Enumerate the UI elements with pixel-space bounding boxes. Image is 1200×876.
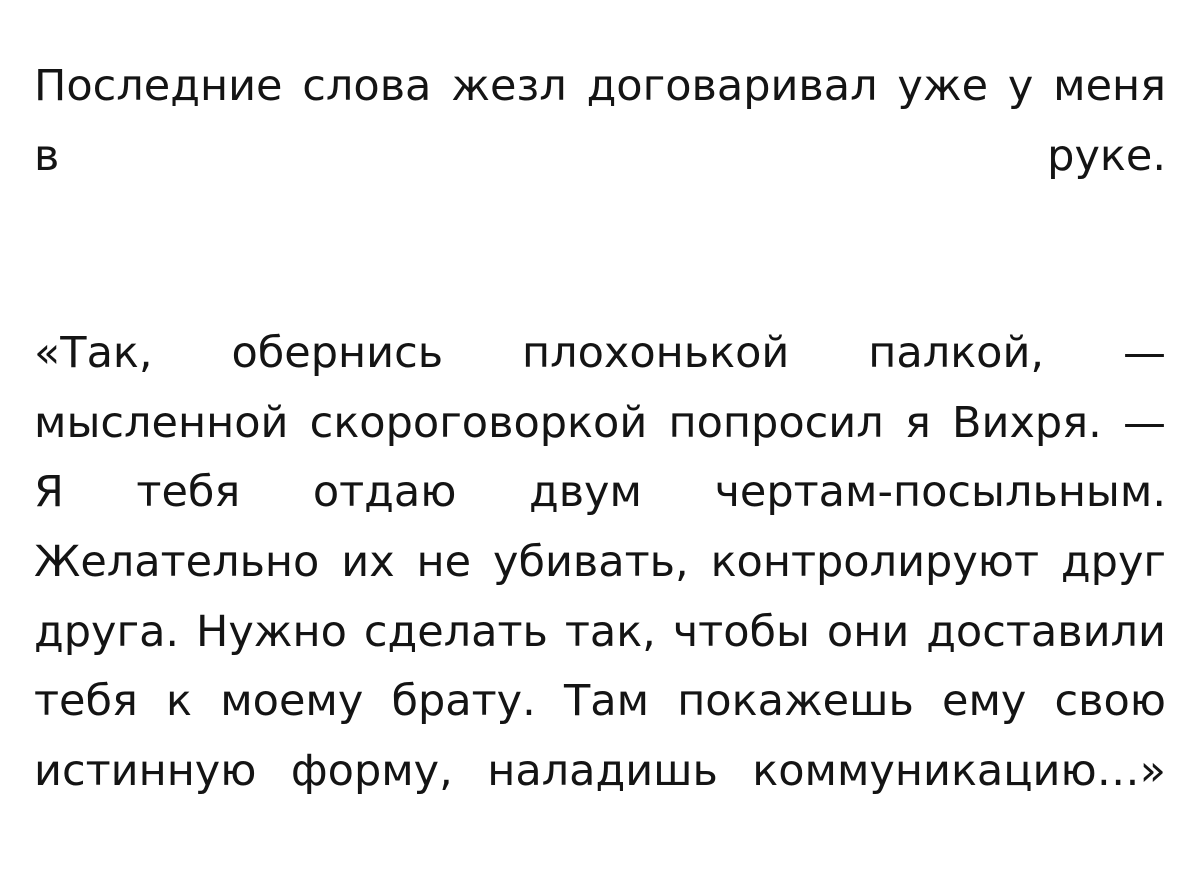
- paragraph-2: «Так, обернись плохонькой палкой, — мысленной скороговоркой попросил я Вихря. — Я тебя отдаю двум чертам-посыльным. Желательно их не убивать, контролируют друг друга. Нужно сделать так, чтобы они доставили тебя к моему брату. Там покажешь ему свою истинную форму, наладишь коммуникацию…»: [34, 327, 1166, 796]
- paragraph-1: Последние слова жезл договаривал уже у меня в руке.: [34, 61, 1166, 181]
